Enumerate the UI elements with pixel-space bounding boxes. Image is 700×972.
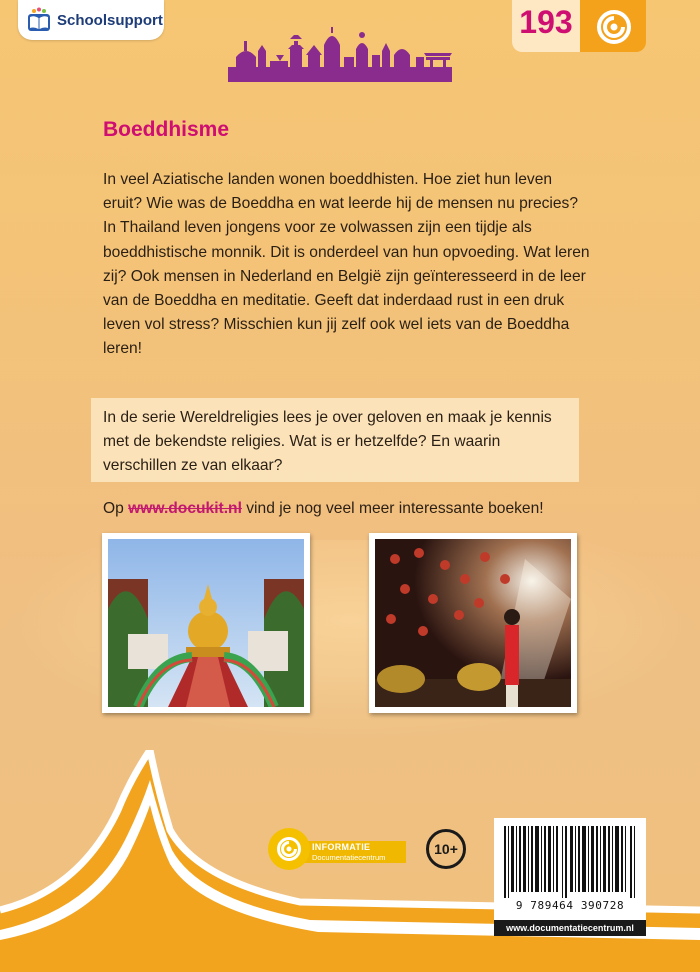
temple-interior-photo <box>369 533 577 713</box>
golden-buddha-temple-image <box>108 539 304 707</box>
religious-skyline-icon <box>228 27 452 82</box>
schoolsupport-logo[interactable] <box>18 0 164 40</box>
page-title: Boeddhisme <box>103 118 230 141</box>
intro-text <box>103 168 593 362</box>
website-suffix: vind je nog veel meer interessante boeken! <box>241 500 544 517</box>
series-number-badge <box>512 0 646 52</box>
brand-name: Schoolsupport <box>57 11 163 29</box>
isbn-number: 9 789464 390728 <box>515 899 625 912</box>
informatie-label: INFORMATIE <box>312 842 371 852</box>
barcode-icon <box>502 826 638 898</box>
series-info-box: In de serie Wereldreligies lees je over geloven en maak je kennis met de bekendste religies. Wat is er hetzelfde? En waarin verschillen ze van elkaar? <box>91 398 579 482</box>
docukit-link[interactable]: www.docukit.nl <box>128 500 242 517</box>
temple-photo <box>102 533 310 713</box>
age-badge: 10+ <box>426 829 466 869</box>
informatie-sub: Documentatiecentrum <box>312 853 386 862</box>
series-number: 193 <box>519 4 573 40</box>
spiral-icon <box>276 836 302 862</box>
spiral-logo-icon <box>596 9 632 45</box>
informatie-logo <box>268 828 408 872</box>
series-number-panel <box>512 0 580 52</box>
intro-paragraph-1: In veel Aziatische landen wonen boeddhisten. Hoe ziet hun leven eruit? Wie was de Boeddha en wat leerde hij de mensen nu precies? <box>103 171 579 213</box>
publisher-website[interactable]: www.documentatiecentrum.nl <box>494 920 646 936</box>
barcode <box>494 818 646 920</box>
incense-temple-image <box>375 539 571 707</box>
intro-paragraph-2: In Thailand leven jongens voor ze volwassen zijn een tijdje als boeddhistische monnik. Dit is onderdeel van hun opvoeding. Wat leren zij? Ook mensen in Nederland en België zijn geïnteresseerd in de leer van de Boeddha en meditatie. Geeft dat inderdaad rust in een druk leven vol stress? Misschien kun jij zelf ook wel iets van de Boeddha leren! <box>103 219 590 358</box>
website-prefix: Op <box>103 500 129 517</box>
book-logo-icon <box>26 7 52 33</box>
website-line <box>103 500 544 518</box>
